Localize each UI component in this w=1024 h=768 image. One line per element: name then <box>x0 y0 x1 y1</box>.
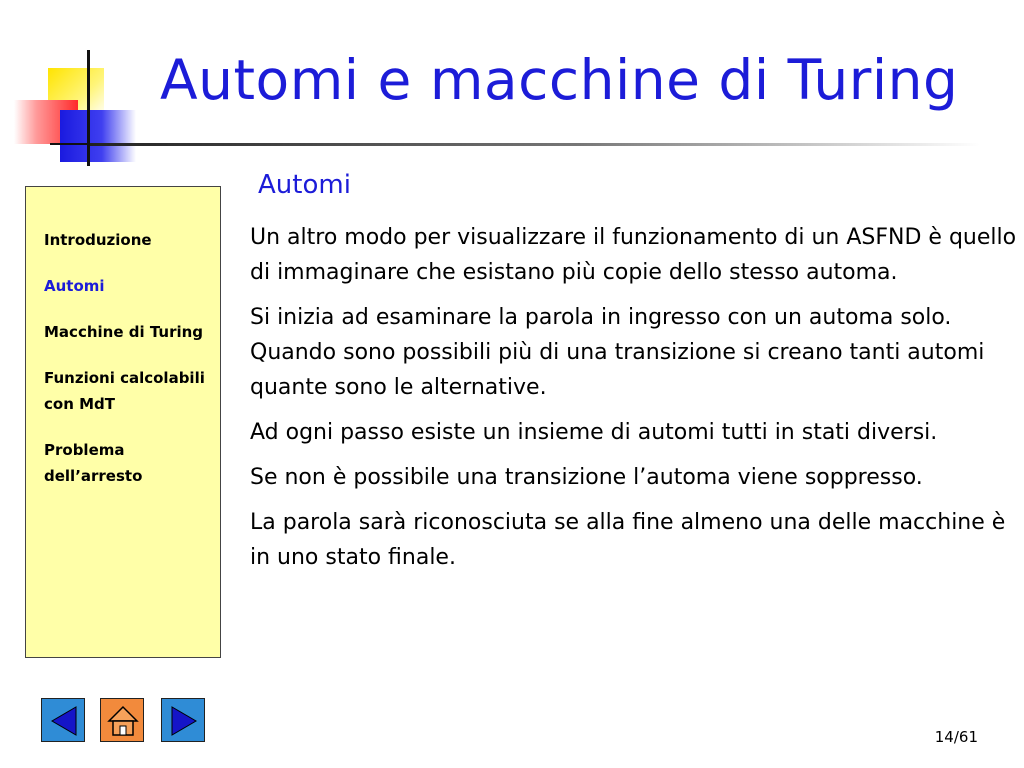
logo-blue-square <box>60 110 136 162</box>
house-icon <box>101 699 145 743</box>
slide-number: 14/61 <box>934 728 978 746</box>
sidebar-menu <box>25 186 221 658</box>
triangle-left-icon <box>42 699 86 743</box>
home-button[interactable] <box>100 698 144 742</box>
content-paragraph: Ad ogni passo esiste un insieme di automi tutti in stati diversi. <box>250 420 938 445</box>
sidebar-item-automi[interactable]: Automi <box>44 277 105 295</box>
section-title: Automi <box>258 170 351 200</box>
sidebar-item-funzioni-calcolabili[interactable]: Funzioni calcolabili con MdT <box>44 369 205 413</box>
content-paragraph: Si inizia ad esaminare la parola in ingresso con un automa solo. Quando sono possibili più di una transizione si creano tanti automi quante sono le alternative. <box>250 305 985 400</box>
content-paragraph: Se non è possibile una transizione l’automa viene soppresso. <box>250 465 923 490</box>
logo-graphic <box>0 0 150 175</box>
sidebar-item-introduzione[interactable]: Introduzione <box>44 231 152 249</box>
content-paragraph: Un altro modo per visualizzare il funzionamento di un ASFND è quello di immaginare che esistano più copie dello stesso automa. <box>250 225 1017 285</box>
slide-title: Automi e macchine di Turing <box>160 48 959 112</box>
logo-horizontal-line <box>50 143 90 145</box>
triangle-right-icon <box>162 699 206 743</box>
previous-slide-button[interactable] <box>41 698 85 742</box>
logo-vertical-line <box>87 50 90 166</box>
next-slide-button[interactable] <box>161 698 205 742</box>
sidebar-item-problema-arresto[interactable]: Problema dell’arresto <box>44 441 143 485</box>
sidebar-item-macchine-di-turing[interactable]: Macchine di Turing <box>44 323 204 341</box>
title-underline <box>90 143 980 146</box>
content-paragraph: La parola sarà riconosciuta se alla fine almeno una delle macchine è in uno stato finale. <box>250 510 1006 570</box>
slide-content <box>250 220 1020 585</box>
